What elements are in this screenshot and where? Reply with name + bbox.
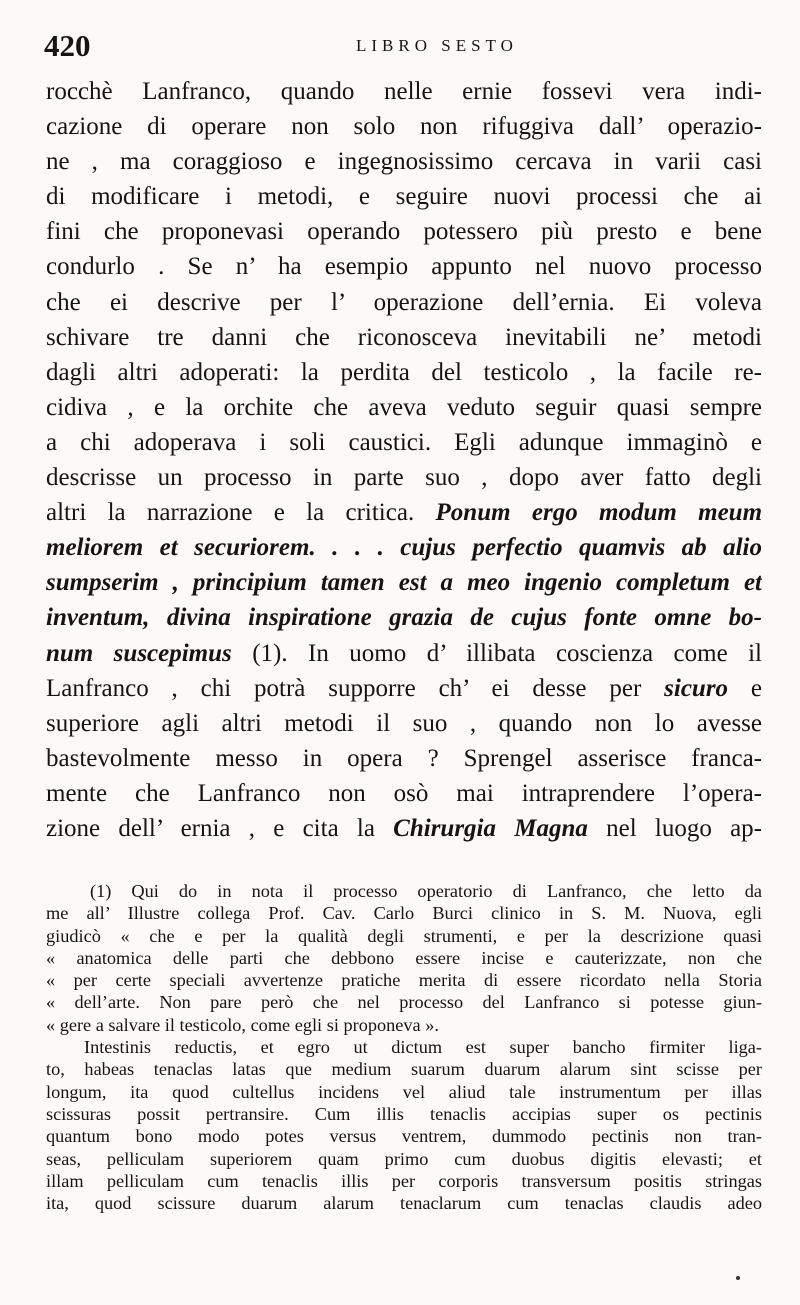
ink-speck: [736, 1276, 740, 1280]
text-line: bastevolmente messo in opera ? Sprengel asserisce franca-: [46, 744, 762, 772]
text-line: schivare tre danni che riconosceva inevitabili ne’ metodi: [46, 323, 762, 351]
text-run: altri la narrazione e la critica.: [46, 499, 415, 527]
text-line: fini che proponevasi operando potessero più presto e bene: [46, 218, 762, 246]
text-line: [46, 811, 762, 846]
latin-footnote-line: ita, quod scissure duarum alarum tenaclarum cum tenaclas claudis adeo: [46, 1193, 762, 1214]
text-run: nel luogo ap-: [606, 814, 762, 842]
text-run: zione dell’ ernia , e cita la: [46, 814, 375, 842]
latin-quote: Ponum ergo modum meum: [435, 499, 762, 527]
text-line: [46, 636, 762, 671]
footnotes: [46, 880, 762, 1214]
text-line: dagli altri adoperati: la perdita del testicolo , la facile re-: [46, 358, 762, 386]
text-line: a chi adoperava i soli caustici. Egli adunque immaginò e: [46, 428, 762, 456]
text-run: Lanfranco , chi potrà supporre ch’ ei desse per: [46, 674, 642, 702]
latin-footnote-line: scissuras possit pertransire. Cum illis tenaclis accipias super os pectinis: [46, 1103, 762, 1124]
latin-quote-line: sumpserim , principium tamen est a meo ingenio completum et: [46, 569, 762, 597]
footnote-line: me all’ Illustre collega Prof. Cav. Carlo Burci clinico in S. M. Nuova, egli: [46, 903, 762, 924]
footnote-line: « gere a salvare il testicolo, come egli si proponeva ».: [46, 1014, 439, 1035]
book-title: Chirurgia Magna: [393, 814, 588, 842]
latin-footnote-line: quantum bono modo potes versus ventrem, dummodo pectinis non tran-: [46, 1126, 762, 1147]
text-line: [46, 495, 762, 530]
main-text: [46, 74, 762, 846]
latin-quote: num suscepimus: [46, 639, 232, 667]
text-line: cazione di operare non solo non rifuggiva dall’ operazio-: [46, 113, 762, 141]
text-line: condurlo . Se n’ ha esempio appunto nel nuovo processo: [46, 253, 762, 281]
text-line: superiore agli altri metodi il suo , quando non lo avesse: [46, 709, 762, 737]
text-line: ne , ma coraggioso e ingegnosissimo cercava in varii casi: [46, 148, 762, 176]
latin-footnote-line: to, habeas tenaclas latas que medium suarum duarum alarum sint scisse per: [46, 1059, 762, 1080]
footnote-line: (1) Qui do in nota il processo operatorio di Lanfranco, che letto da: [90, 881, 762, 901]
latin-quote-line: meliorem et securiorem. . . . cujus perfectio quamvis ab alio: [46, 534, 762, 562]
running-head: LIBRO SESTO: [356, 36, 518, 55]
text-line: rocchè Lanfranco, quando nelle ernie fossevi vera indi-: [46, 78, 762, 105]
page-number: 420: [44, 28, 91, 63]
latin-quote-line: inventum, divina inspiratione grazia de cujus fonte omne bo-: [46, 604, 762, 632]
text-line: descrisse un processo in parte suo , dopo aver fatto degli: [46, 464, 762, 492]
latin-footnote-line: seas, pelliculam superiorem quam primo cum duobus digitis elevasti; et: [46, 1148, 762, 1169]
text-run: e: [750, 674, 762, 702]
text-line: mente che Lanfranco non osò mai intraprendere l’opera-: [46, 779, 762, 807]
text-line: di modificare i metodi, e seguire nuovi processi che ai: [46, 183, 762, 211]
footnote-line: « anatomica delle parti che debbono essere incise e cauterizzate, non che: [46, 947, 762, 968]
text-line: [46, 671, 762, 706]
text-line: che ei descrive per l’ operazione dell’ernia. Ei voleva: [46, 288, 762, 316]
page-header: [44, 28, 760, 68]
text-run: (1). In uomo d’ illibata coscienza come il: [252, 639, 762, 667]
footnote-line: « dell’arte. Non pare però che nel processo del Lanfranco si potesse giun-: [46, 992, 762, 1013]
emphasis: sicuro: [664, 674, 729, 702]
latin-footnote-line: illam pelliculam cum tenaclis illis per corporis transversum positis stringas: [46, 1170, 762, 1191]
latin-footnote-line: Intestinis reductis, et egro ut dictum est super bancho firmiter liga-: [84, 1037, 762, 1058]
text-line: cidiva , e la orchite che aveva veduto seguir quasi sempre: [46, 393, 762, 421]
footnote-line: « per certe speciali avvertenze pratiche merita di essere ricordato nella Storia: [46, 970, 762, 991]
latin-footnote-line: longum, ita quod cultellus incidens vel aliud tale instrumentum per illas: [46, 1081, 762, 1102]
footnote-line: giudicò « che e per la qualità degli strumenti, e per la descrizione quasi: [46, 925, 762, 946]
